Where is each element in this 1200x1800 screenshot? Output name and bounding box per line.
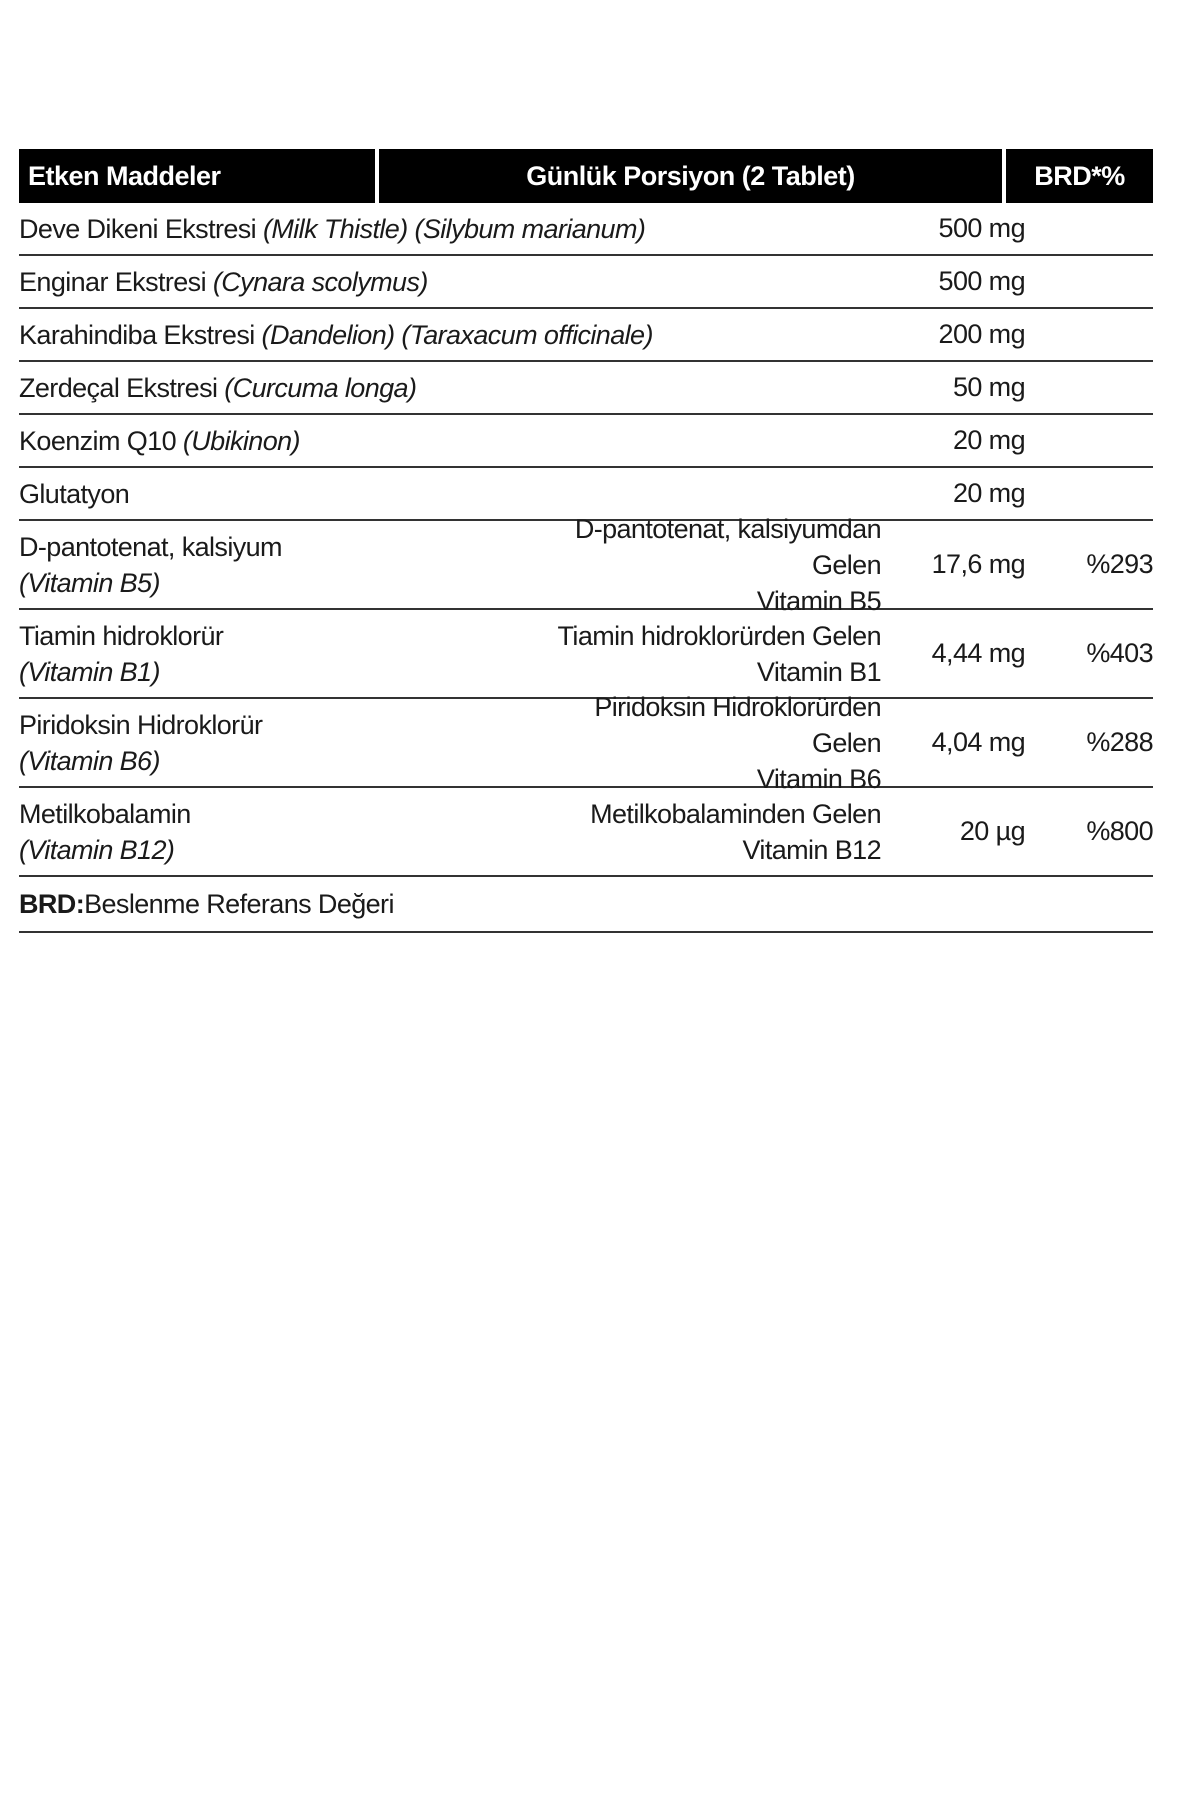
ingredient-source: Tiamin hidroklorürden Gelen Vitamin B1 (557, 620, 881, 687)
amount: 200 mg (938, 319, 1025, 349)
ingredient-name: Koenzim Q10 (Ubikinon) (19, 425, 300, 456)
table-row (19, 256, 1153, 309)
table-row (19, 415, 1153, 468)
amount: 20 mg (952, 478, 1025, 508)
amount: 20 mg (952, 425, 1025, 455)
header-brd: BRD*% (1034, 160, 1125, 191)
ingredient-name: Enginar Ekstresi (Cynara scolymus) (19, 266, 428, 297)
table-footnote (19, 877, 1153, 933)
ingredient-name: Glutatyon (19, 478, 130, 509)
table-row (19, 788, 1153, 877)
amount: 50 mg (952, 372, 1025, 402)
brd-percent: %800 (1086, 816, 1153, 846)
table-row (19, 513, 1153, 616)
ingredient-name: Metilkobalamin (Vitamin B12) (19, 798, 191, 865)
brd-percent: %288 (1086, 727, 1153, 757)
header-daily-portion: Günlük Porsiyon (2 Tablet) (379, 149, 1006, 203)
table-row (19, 691, 1153, 794)
footnote-key: BRD: (19, 888, 85, 919)
nutrition-table (19, 149, 1153, 933)
amount: 500 mg (938, 266, 1025, 296)
ingredient-source: D-pantotenat, kalsiyumdan Gelen Vitamin B5 (574, 513, 881, 616)
amount: 20 µg (959, 816, 1025, 846)
table-row (19, 203, 1153, 256)
table-row (19, 610, 1153, 699)
table-row (19, 309, 1153, 362)
amount: 4,04 mg (931, 727, 1025, 757)
amount: 17,6 mg (931, 549, 1025, 579)
amount: 4,44 mg (931, 638, 1025, 668)
table-header (19, 149, 1153, 203)
ingredient-name: Zerdeçal Ekstresi (Curcuma longa) (19, 372, 417, 403)
amount: 500 mg (938, 213, 1025, 243)
ingredient-name: Karahindiba Ekstresi (Dandelion) (Taraxacum officinale) (19, 319, 653, 350)
brd-percent: %403 (1086, 638, 1153, 668)
ingredient-name: Piridoksin Hidroklorür (Vitamin B6) (19, 709, 263, 776)
ingredient-source: Piridoksin Hidroklorürden Gelen Vitamin B6 (594, 691, 881, 794)
footnote-text: Beslenme Referans Değeri (84, 888, 394, 919)
ingredient-source: Metilkobalaminden Gelen Vitamin B12 (590, 798, 881, 865)
table-row (19, 362, 1153, 415)
brd-percent: %293 (1086, 549, 1153, 579)
header-ingredients: Etken Maddeler (19, 149, 379, 203)
ingredient-name: Deve Dikeni Ekstresi (Milk Thistle) (Silybum marianum) (19, 213, 646, 244)
ingredient-name: D-pantotenat, kalsiyum (Vitamin B5) (19, 531, 282, 598)
ingredient-name: Tiamin hidroklorür (Vitamin B1) (19, 620, 224, 687)
